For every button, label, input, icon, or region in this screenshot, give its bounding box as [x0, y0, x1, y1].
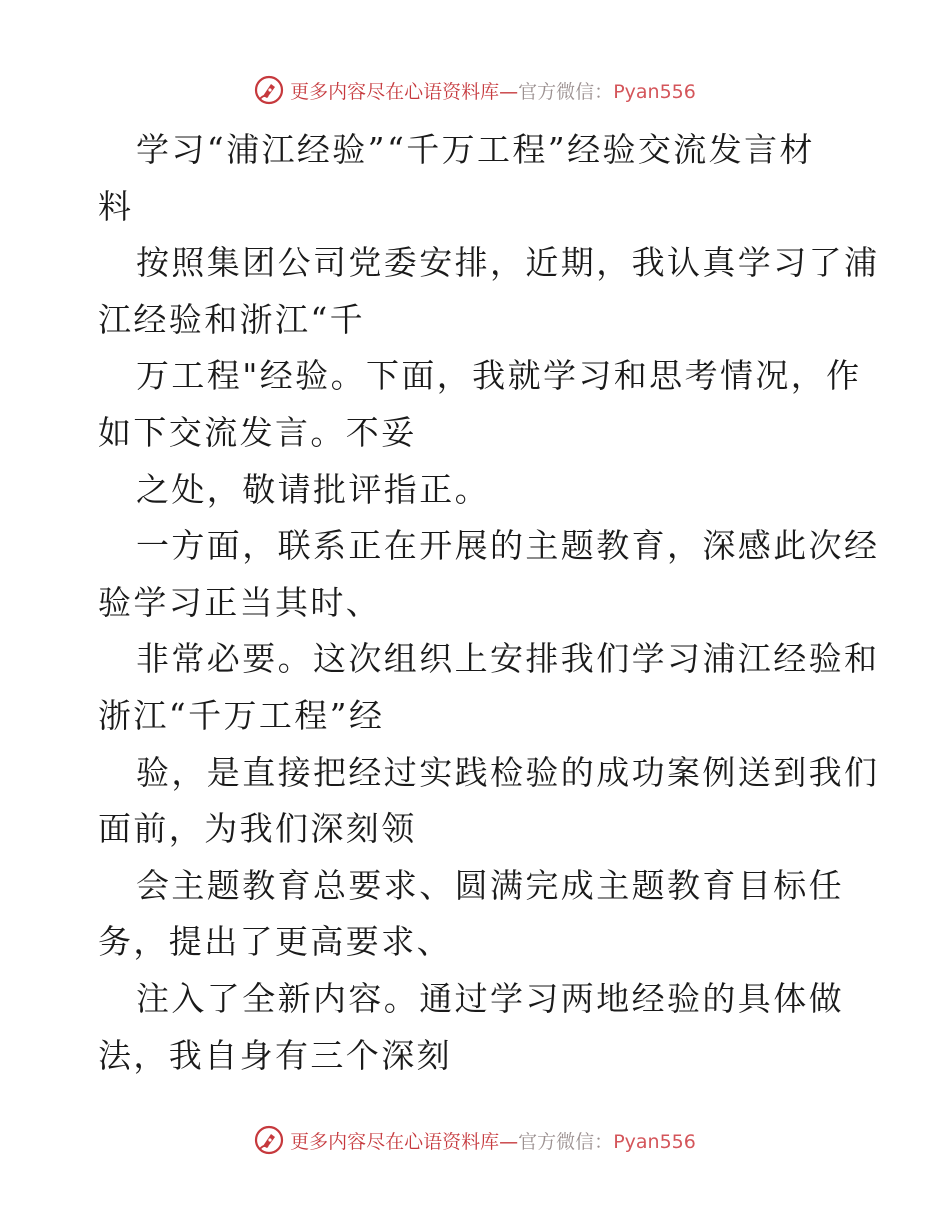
paragraph-line: 法，我自身有三个深刻 [98, 1035, 452, 1075]
paragraph-line: 按照集团公司党委安排，近期，我认真学习了浦 [136, 243, 880, 283]
paragraph-line: 注入了全新内容。通过学习两地经验的具体做 [136, 978, 844, 1018]
paragraph-line: 万工程"经验。下面，我就学习和思考情况，作 [136, 356, 862, 396]
watermark-wechat-id: Pyan556 [613, 80, 696, 103]
watermark-label: 官方微信： [518, 80, 614, 103]
title-line-1: 学习“浦江经验”“千万工程”经验交流发言材 [136, 130, 815, 169]
pen-nib-logo-icon [254, 75, 284, 105]
paragraph-line: 如下交流发言。不妥 [98, 412, 417, 452]
title-line-2: 料 [98, 186, 134, 226]
paragraph-line: 面前，为我们深刻领 [98, 809, 417, 849]
document-body [98, 122, 880, 1084]
paragraph-line: 非常必要。这次组织上安排我们学习浦江经验和 [136, 639, 880, 679]
watermark-separator: — [499, 80, 519, 103]
paragraph-line: 务，提出了更高要求、 [98, 922, 452, 962]
paragraph-line: 江经验和浙江“千 [98, 299, 366, 339]
watermark-prefix: 更多内容尽在心语资料库 [290, 1130, 500, 1153]
paragraph-line: 验学习正当其时、 [98, 582, 382, 622]
paragraph-line: 验，是直接把经过实践检验的成功案例送到我们 [136, 752, 880, 792]
pen-nib-logo-icon [254, 1125, 284, 1155]
watermark-prefix: 更多内容尽在心语资料库 [290, 80, 500, 103]
paragraph-line: 浙江“千万工程”经 [98, 695, 385, 735]
header-watermark [0, 72, 950, 108]
watermark-label: 官方微信： [518, 1130, 614, 1153]
footer-watermark [0, 1122, 950, 1158]
watermark-text [290, 1127, 696, 1154]
paragraph-line: 之处，敬请批评指正。 [136, 469, 490, 509]
watermark-separator: — [499, 1130, 519, 1153]
paragraph-line: 一方面，联系正在开展的主题教育，深感此次经 [136, 526, 880, 566]
paragraph-line: 会主题教育总要求、圆满完成主题教育目标任 [136, 865, 844, 905]
watermark-text [290, 77, 696, 104]
watermark-wechat-id: Pyan556 [613, 1130, 696, 1153]
